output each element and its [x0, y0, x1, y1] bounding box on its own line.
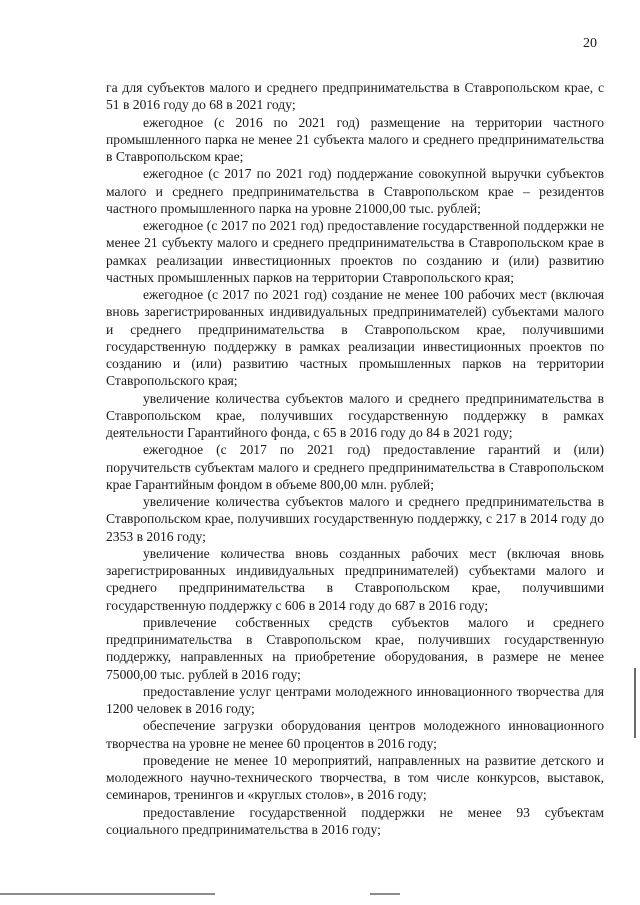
scan-bottom-line-left	[0, 893, 215, 895]
paragraph-5: ежегодное (с 2017 по 2021 год) создание не менее 100 рабочих мест (включая вновь зарегистрированных индивидуальных предпринимателей) субъектами малого и среднего предпринимательства в Ставропольском крае, получившими государственную поддержку в рамках реализации инвестиционных проектов по созданию и (или) развитию частных промышленных парков на территории Ставропольского края;	[106, 287, 604, 389]
paragraph-11: предоставление услуг центрами молодежного инновационного творчества для 1200 человек в 2016 году;	[106, 683, 604, 716]
paragraph-9: увеличение количества вновь созданных рабочих мест (включая вновь зарегистрированных индивидуальных предпринимателей) субъектами малого и среднего предпринимательства в Ставропольском крае, получившими государственную поддержку с 606 в 2014 году до 687 в 2016 году;	[106, 545, 604, 613]
paragraph-1: га для субъектов малого и среднего предпринимательства в Ставропольском крае, с 51 в 2016 году до 68 в 2021 году;	[106, 80, 604, 113]
page-number: 20	[583, 36, 597, 51]
paragraph-3: ежегодное (с 2017 по 2021 год) поддержание совокупной выручки субъектов малого и среднего предпринимательства в Ставропольском крае – резидентов частного промышленного парка на уровне 21000,00 тыс. рублей;	[106, 166, 604, 216]
paragraph-4: ежегодное (с 2017 по 2021 год) предоставление государственной поддержки не менее 21 субъекту малого и среднего предпринимательства в Ставропольском крае в рамках реализации инвестиционных проектов по созданию и (или) развитию частных промышленных парков на территории Ставропольского края;	[106, 218, 604, 285]
document-body	[106, 79, 604, 838]
paragraph-10: привлечение собственных средств субъектов малого и среднего предпринимательства в Ставропольском крае, получивших государственную поддержку, направленных на приобретение оборудования, в размере не менее 75000,00 тыс. рублей в 2016 году;	[106, 614, 604, 682]
paragraph-14: предоставление государственной поддержки не менее 93 субъектам социального предпринимательства в 2016 году;	[106, 804, 604, 837]
paragraph-7: ежегодное (с 2017 по 2021 год) предоставление гарантий и (или) поручительств субъектам малого и среднего предпринимательства в Ставропольском крае Гарантийным фондом в объеме 800,00 млн. рублей;	[106, 442, 604, 492]
scan-edge-mark	[634, 668, 636, 738]
scan-bottom-line-mid	[370, 893, 400, 895]
paragraph-12: обеспечение загрузки оборудования центров молодежного инновационного творчества на уровне не менее 60 процентов в 2016 году;	[106, 718, 604, 751]
paragraph-8: увеличение количества субъектов малого и среднего предпринимательства в Ставропольском крае, получивших государственную поддержку, с 217 в 2014 году до 2353 в 2016 году;	[106, 494, 604, 544]
paragraph-6: увеличение количества субъектов малого и среднего предпринимательства в Ставропольском крае, получивших государственную поддержку в рамках деятельности Гарантийного фонда, с 65 в 2016 году до 84 в 2021 году;	[106, 390, 604, 440]
paragraph-13: проведение не менее 10 мероприятий, направленных на развитие детского и молодежного научно-технического творчества, в том числе конкурсов, выставок, семинаров, тренингов и «круглых столов», в 2016 году;	[106, 752, 604, 803]
paragraph-2: ежегодное (с 2016 по 2021 год) размещение на территории частного промышленного парка не менее 21 субъекта малого и среднего предпринимательства в Ставропольском крае;	[106, 114, 604, 164]
